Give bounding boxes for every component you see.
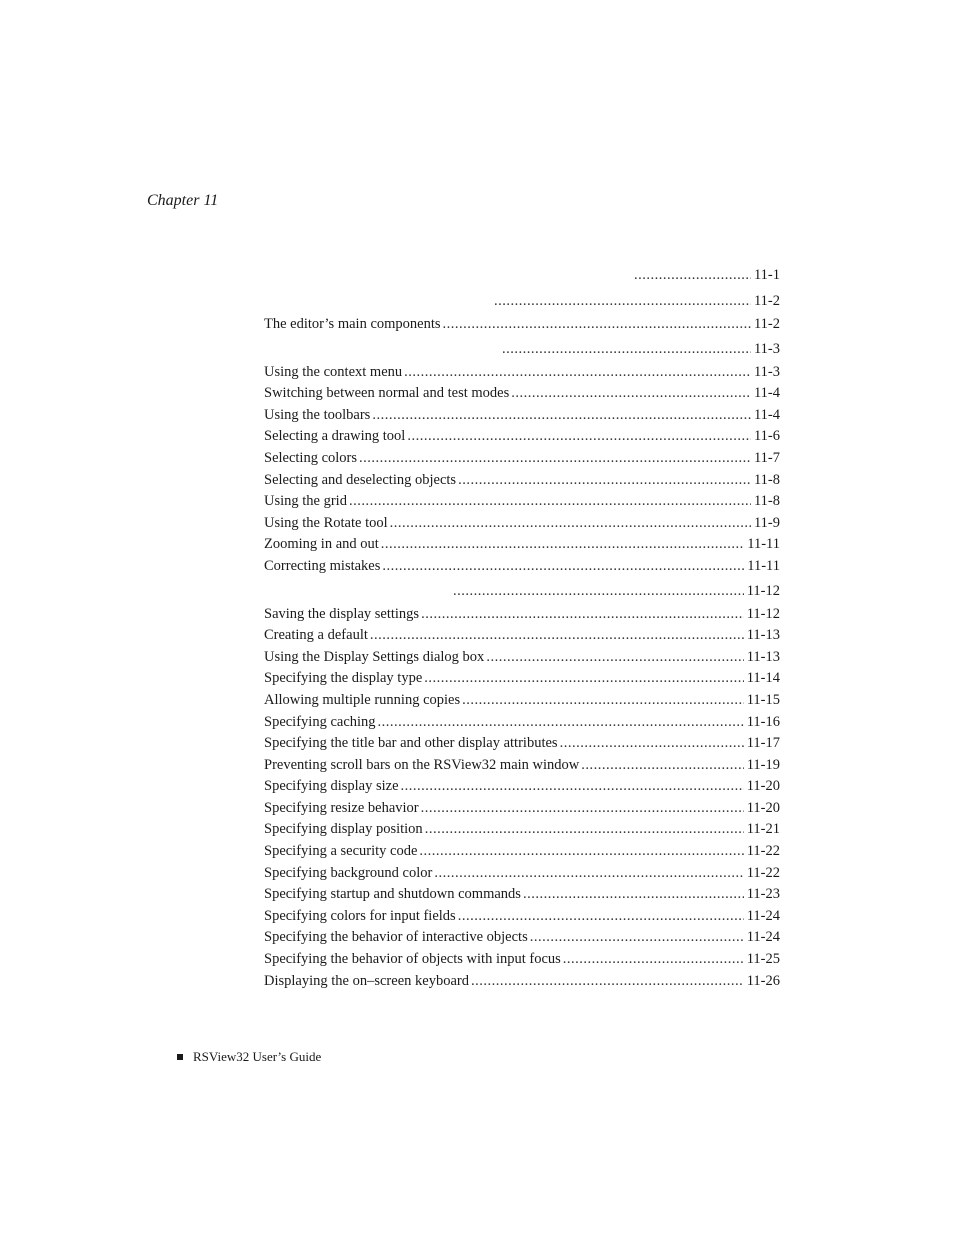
- toc-leader-dots: [407, 426, 751, 448]
- toc-item-row[interactable]: [264, 647, 780, 669]
- toc-page-number: 11-2: [753, 316, 780, 332]
- toc-entry-title: Specifying display position: [264, 819, 423, 841]
- toc-entry-title: Specifying the behavior of interactive objects: [264, 927, 528, 949]
- toc-item-row[interactable]: [264, 405, 780, 427]
- toc-item-row[interactable]: [264, 971, 780, 993]
- toc-entry-title: Specifying resize behavior: [264, 798, 419, 820]
- toc-item-row[interactable]: [264, 863, 780, 885]
- toc-heading-row[interactable]: [264, 288, 780, 314]
- toc-entry-title: Correcting mistakes: [264, 556, 380, 578]
- toc-item-row[interactable]: [264, 927, 780, 949]
- toc-page-number: 11-6: [753, 428, 780, 445]
- toc-leader-dots: [471, 971, 744, 993]
- toc-leader-dots: [359, 448, 751, 470]
- toc-item-row[interactable]: [264, 491, 780, 513]
- toc-item-row[interactable]: [264, 513, 780, 535]
- table-of-contents: [264, 262, 780, 992]
- toc-page-number: 11-26: [746, 972, 780, 989]
- toc-item-row[interactable]: [264, 755, 780, 777]
- toc-entry-title: Using the grid: [264, 491, 347, 513]
- toc-page-number: 11-8: [753, 493, 780, 510]
- toc-entry-title: Specifying caching: [264, 712, 376, 734]
- toc-leader-dots: [502, 336, 751, 362]
- toc-leader-dots: [425, 819, 744, 841]
- toc-item-row[interactable]: [264, 712, 780, 734]
- toc-page-number: 11-11: [747, 557, 780, 574]
- toc-page-number: 11-24: [746, 929, 780, 946]
- toc-leader-dots: [421, 604, 744, 626]
- toc-entry-title: Displaying the on–screen keyboard: [264, 971, 469, 993]
- toc-item-row[interactable]: [264, 819, 780, 841]
- toc-item-row[interactable]: [264, 470, 780, 492]
- toc-page-number: 11-17: [746, 735, 780, 752]
- toc-leader-dots: [511, 383, 751, 405]
- toc-item-row[interactable]: [264, 776, 780, 798]
- toc-leader-dots: [378, 712, 744, 734]
- toc-entry-title: Specifying the display type: [264, 668, 422, 690]
- page-footer: [177, 1048, 321, 1066]
- toc-page-number: 11-2: [753, 293, 780, 309]
- toc-leader-dots: [390, 513, 751, 535]
- toc-entry-title: Preventing scroll bars on the RSView32 main window: [264, 755, 579, 777]
- toc-leader-dots: [494, 288, 751, 314]
- toc-item-row[interactable]: [264, 362, 780, 384]
- toc-page-number: 11-19: [746, 756, 780, 773]
- toc-leader-dots: [530, 927, 744, 949]
- toc-page-number: 11-23: [746, 886, 780, 903]
- toc-entry-title: Selecting a drawing tool: [264, 426, 405, 448]
- toc-entry-title: Switching between normal and test modes: [264, 383, 509, 405]
- toc-entry-title: Using the context menu: [264, 362, 402, 384]
- toc-item-row[interactable]: [264, 556, 780, 578]
- toc-entry-title: Specifying startup and shutdown commands: [264, 884, 521, 906]
- toc-item-row[interactable]: [264, 949, 780, 971]
- toc-entry-title: Specifying background color: [264, 863, 432, 885]
- toc-item-row[interactable]: [264, 448, 780, 470]
- toc-entry-title: Specifying the behavior of objects with input focus: [264, 949, 561, 971]
- toc-page-number: 11-15: [746, 691, 780, 708]
- toc-entry-title: Specifying display size: [264, 776, 399, 798]
- toc-leader-dots: [458, 906, 744, 928]
- toc-page-number: 11-7: [753, 449, 780, 466]
- toc-entry-title: Using the Rotate tool: [264, 513, 388, 535]
- toc-leader-dots: [424, 668, 743, 690]
- toc-page-number: 11-22: [746, 843, 780, 860]
- toc-leader-dots: [421, 798, 744, 820]
- toc-item-row[interactable]: [264, 733, 780, 755]
- toc-page-number: 11-4: [753, 406, 780, 423]
- toc-item-row[interactable]: [264, 604, 780, 626]
- toc-leader-dots: [434, 863, 743, 885]
- toc-entry-title: Selecting colors: [264, 448, 357, 470]
- toc-leader-dots: [443, 314, 751, 336]
- toc-entry-title: Allowing multiple running copies: [264, 690, 460, 712]
- toc-item-row[interactable]: [264, 625, 780, 647]
- toc-heading-row[interactable]: [264, 262, 780, 288]
- toc-leader-dots: [523, 884, 744, 906]
- toc-leader-dots: [560, 733, 744, 755]
- toc-entry-title: The editor’s main components: [264, 314, 441, 336]
- toc-leader-dots: [563, 949, 744, 971]
- toc-entry-title: Selecting and deselecting objects: [264, 470, 456, 492]
- toc-page-number: 11-24: [746, 907, 780, 924]
- toc-heading-row[interactable]: [264, 336, 780, 362]
- toc-item-row[interactable]: [264, 906, 780, 928]
- toc-page-number: 11-20: [746, 799, 780, 816]
- toc-entry-title: Using the toolbars: [264, 405, 370, 427]
- toc-item-row[interactable]: [264, 841, 780, 863]
- toc-entry-title: Saving the display settings: [264, 604, 419, 626]
- toc-page-number: 11-12: [746, 605, 780, 622]
- toc-leader-dots: [634, 262, 751, 288]
- toc-heading-row[interactable]: [264, 578, 780, 604]
- toc-leader-dots: [419, 841, 743, 863]
- toc-page-number: 11-21: [746, 821, 780, 838]
- toc-leader-dots: [581, 755, 743, 777]
- toc-leader-dots: [453, 578, 744, 604]
- toc-leader-dots: [370, 625, 744, 647]
- toc-page-number: 11-20: [746, 778, 780, 795]
- toc-page-number: 11-14: [746, 670, 780, 687]
- toc-entry-title: Using the Display Settings dialog box: [264, 647, 484, 669]
- toc-leader-dots: [382, 556, 744, 578]
- toc-leader-dots: [401, 776, 744, 798]
- toc-page-number: 11-1: [753, 267, 780, 283]
- toc-page-number: 11-3: [753, 340, 780, 357]
- toc-leader-dots: [486, 647, 743, 669]
- toc-page-number: 11-13: [746, 648, 780, 665]
- toc-page-number: 11-9: [753, 514, 780, 531]
- toc-leader-dots: [372, 405, 751, 427]
- toc-page-number: 11-22: [746, 864, 780, 881]
- toc-page-number: 11-16: [746, 713, 780, 730]
- toc-entry-title: Creating a default: [264, 625, 368, 647]
- toc-page-number: 11-3: [753, 363, 780, 380]
- toc-page-number: 11-13: [746, 627, 780, 644]
- toc-item-row[interactable]: [264, 668, 780, 690]
- toc-item-row[interactable]: [264, 314, 780, 336]
- toc-page-number: 11-11: [747, 536, 780, 553]
- toc-item-row[interactable]: [264, 798, 780, 820]
- toc-item-row[interactable]: [264, 383, 780, 405]
- chapter-label: Chapter 11: [147, 192, 219, 209]
- toc-entry-title: Specifying colors for input fields: [264, 906, 456, 928]
- footer-book-title: RSView32 User’s Guide: [193, 1049, 322, 1064]
- toc-item-row[interactable]: [264, 690, 780, 712]
- toc-leader-dots: [458, 470, 751, 492]
- toc-entry-title: Specifying a security code: [264, 841, 417, 863]
- square-bullet-icon: [177, 1054, 183, 1060]
- toc-entry-title: Zooming in and out: [264, 534, 379, 556]
- toc-item-row[interactable]: [264, 534, 780, 556]
- toc-entry-title: Specifying the title bar and other display attributes: [264, 733, 558, 755]
- toc-leader-dots: [381, 534, 744, 556]
- toc-page-number: 11-4: [753, 385, 780, 402]
- toc-item-row[interactable]: [264, 884, 780, 906]
- toc-page-number: 11-25: [746, 951, 780, 968]
- toc-page-number: 11-12: [746, 582, 780, 599]
- toc-leader-dots: [404, 362, 751, 384]
- toc-leader-dots: [349, 491, 751, 513]
- toc-leader-dots: [462, 690, 744, 712]
- toc-item-row[interactable]: [264, 426, 780, 448]
- toc-page-number: 11-8: [753, 471, 780, 488]
